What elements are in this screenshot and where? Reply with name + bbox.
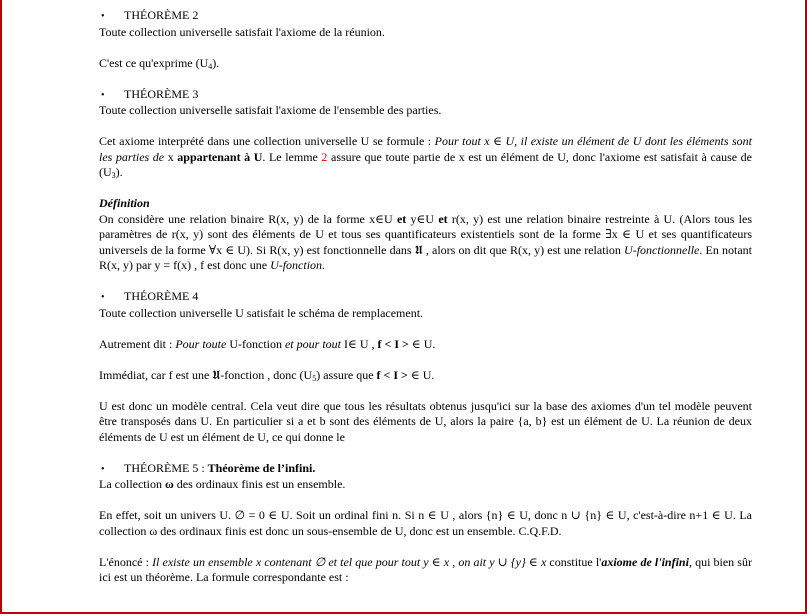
theorem-title: THÉORÈME 2 — [124, 8, 199, 22]
paragraph-text: I∈ U , — [343, 336, 378, 351]
theorem-5-heading — [99, 461, 752, 478]
paragraph-text: ∈ U. — [407, 367, 435, 382]
paragraph-text: r(x, y) est une relation binaire restreinte à U. (Alors tous les paramètres de r(x, y) sont des éléments de U et tous ses quantificateurs existentiels sont de la forme ∃x ∈ U et ses quantificateurs universels de la forme ∀x ∈ U). Si R(x, y) est fonctionnelle dans 𝖀 , alors on dit que R(x, y) est une relation — [99, 211, 752, 257]
italic-text: Il existe un ensemble x contenant ∅ et tel que pour tout y ∈ x , on ait y ∪ {y} ∈ x — [152, 554, 547, 569]
paragraph-text: Immédiat, car f est une 𝖀-fonction , donc (U — [99, 367, 313, 382]
paragraph-central: U est donc un modèle central. Cela veut dire que tous les résultats obtenus jusqu'ici sur la base des axiomes d'un tel modèle peuvent être transposés dans U. En particulier si a et b sont des éléments de U, alors la paire {a, b} est un élément de U. La réunion de deux éléments de U est un élément de U, ce qui donne le — [99, 398, 752, 444]
paragraph-text: ). — [115, 165, 123, 179]
subscript: 4 — [208, 61, 213, 71]
theorem-3-statement: Toute collection universelle satisfait l'axiome de l'ensemble des parties. — [99, 103, 442, 117]
paragraph-text: Autrement dit : — [99, 336, 176, 351]
italic-text: Pour tout x ∈ U, il existe un élément de U dont les éléments sont les parties de — [99, 134, 753, 164]
paragraph-text: des ordinaux finis est un ensemble. — [173, 477, 346, 491]
paragraph-text: On considère une relation binaire R(x, y) de la forme x∈U — [99, 211, 397, 226]
paragraph-text: Cet axiome interprété dans une collection universelle U se formule : — [99, 134, 435, 148]
paragraph-text: La collection — [99, 477, 165, 491]
bold-text: f < I > — [376, 367, 408, 382]
subscript: 5 — [312, 373, 317, 383]
paragraph-text: ∈ U. — [408, 336, 436, 351]
theorem-title: THÉORÈME 3 — [124, 86, 199, 101]
paragraph-text: U-fonction — [226, 336, 285, 351]
subscript: 3 — [111, 171, 116, 180]
paragraph-text: L'énoncé : — [99, 554, 153, 569]
paragraph-text: , qui bien sûr ici est un théorème. La formule correspondante est : — [99, 554, 752, 584]
paragraph-text: constitue l' — [546, 554, 602, 569]
paragraph-effet: En effet, soit un univers U. ∅ = 0 ∈ U. Soit un ordinal fini n. Si n ∈ U , alors {n} ∈ U, donc n ∪ {n} ∈ U, c'est-à-dire n+1 ∈ U. La collection ω des ordinaux finis est donc un sous-ensemble de U, donc est un ensemble. C.Q.F.D. — [99, 508, 752, 538]
paragraph-text: ). — [212, 55, 220, 70]
bold-italic-text: axiome de l'infini — [601, 554, 689, 569]
paragraph-u4 — [99, 56, 752, 72]
bold-text: appartenant à U — [177, 149, 263, 164]
bold-text: et — [438, 211, 448, 226]
bullet-icon: • — [101, 463, 105, 475]
paragraph-immediat — [99, 368, 752, 384]
bold-text: et — [396, 211, 407, 226]
theorem-2-statement: Toute collection universelle satisfait l'axiome de la réunion. — [99, 24, 385, 39]
italic-text: U-fonctionnelle — [624, 242, 700, 257]
theorem-5-statement — [99, 477, 752, 493]
italic-text: U-fonction. — [270, 258, 326, 272]
theorem-4-statement: Toute collection universelle U satisfait le schéma de remplacement. — [99, 305, 424, 320]
theorem-subtitle: Théorème de l’infini. — [207, 460, 316, 475]
paragraph-text: x — [164, 149, 178, 164]
theorem-title: THÉORÈME 4 — [124, 289, 199, 303]
paragraph-text: . Le lemme — [262, 149, 322, 164]
paragraph-text: assure que toute partie de x est un élément de U, donc l'axiome est satisfait à cause de (U — [99, 149, 752, 179]
theorem-2-heading — [99, 8, 752, 25]
paragraph-autrement — [99, 337, 752, 353]
theorem-title — [124, 461, 315, 477]
paragraph-text: C'est ce qu'exprime (U — [99, 55, 209, 70]
italic-text: et pour tout — [284, 336, 344, 351]
paragraph-text: y∈U — [406, 211, 439, 226]
paragraph-enonce — [99, 555, 752, 586]
bullet-icon: • — [101, 292, 105, 303]
definition-body — [99, 212, 752, 274]
paragraph-axiom — [99, 134, 752, 181]
theorem-4-heading — [99, 289, 752, 306]
bullet-icon: • — [101, 89, 105, 101]
theorem-title-text: THÉORÈME 5 : — [124, 460, 208, 475]
definition-title: Définition — [99, 196, 150, 210]
italic-text: Pour toute — [175, 336, 227, 351]
paragraph-text: ) assure que — [316, 367, 377, 382]
bullet-icon: • — [101, 11, 105, 22]
paragraph-text: . En notant R(x, y) par y = f(x) , f est donc une — [99, 242, 752, 272]
document-page — [99, 8, 752, 586]
lemma-reference-link[interactable]: 2 — [321, 149, 328, 164]
theorem-3-heading — [99, 87, 752, 104]
omega-symbol: ω — [164, 477, 174, 491]
bold-text: f < I > — [377, 336, 409, 351]
